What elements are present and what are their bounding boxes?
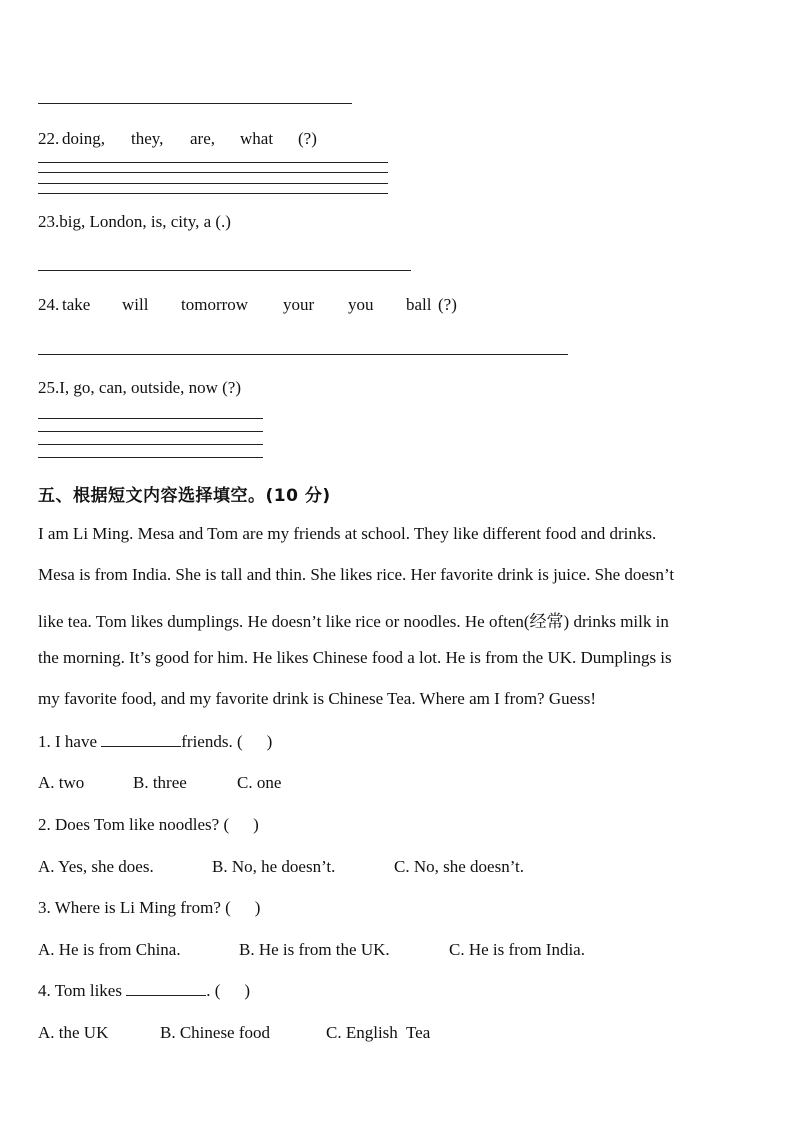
question-1-stem bbox=[38, 732, 272, 752]
q24-word: tomorrow bbox=[181, 295, 249, 314]
question-4-option-c[interactable]: C. English Tea bbox=[326, 1023, 431, 1042]
question-1-close-paren: ) bbox=[266, 732, 273, 751]
question-3-text: 3. Where is Li Ming from? ( bbox=[38, 898, 231, 917]
question-2-text: 2. Does Tom like noodles? ( bbox=[38, 815, 230, 834]
answer-line-25[interactable] bbox=[38, 457, 263, 458]
question-4-text-after: . ( bbox=[206, 981, 221, 1000]
question-4-text-before: 4. Tom likes bbox=[38, 981, 127, 1000]
answer-line-25[interactable] bbox=[38, 418, 263, 419]
q24-word: ball bbox=[406, 295, 432, 314]
question-4-stem bbox=[38, 981, 250, 1001]
section-five-heading: 五、根据短文内容选择填空。(10 分) bbox=[38, 486, 331, 506]
passage-line: Mesa is from India. She is tall and thin. She likes rice. Her favorite drink is juice. She doesn’t bbox=[38, 565, 675, 584]
q22-word: they, bbox=[131, 129, 164, 148]
q22-number: 22. bbox=[38, 129, 60, 148]
question-2-option-c[interactable]: C. No, she doesn’t. bbox=[394, 857, 525, 876]
question-1-option-b[interactable]: B. three bbox=[133, 773, 187, 792]
answer-line-24[interactable] bbox=[38, 354, 568, 355]
q22-word: doing, bbox=[62, 129, 105, 148]
question-3-option-c[interactable]: C. He is from India. bbox=[449, 940, 585, 959]
answer-line-25[interactable] bbox=[38, 444, 263, 445]
question-3-stem bbox=[38, 898, 260, 918]
passage-line: the morning. It’s good for him. He likes Chinese food a lot. He is from the UK. Dumplings is bbox=[38, 648, 672, 667]
question-1-blank[interactable] bbox=[101, 732, 181, 747]
question-4-blank[interactable] bbox=[126, 981, 206, 996]
q25-line bbox=[38, 378, 241, 398]
question-2-option-b[interactable]: B. No, he doesn’t. bbox=[212, 857, 336, 876]
q23-line bbox=[38, 212, 231, 232]
question-1-text-before: 1. I have bbox=[38, 732, 102, 751]
question-1-text-after: friends. ( bbox=[181, 732, 243, 751]
q23-number: 23. bbox=[38, 212, 60, 231]
question-1-option-c[interactable]: C. one bbox=[237, 773, 282, 792]
answer-line-22[interactable] bbox=[38, 162, 388, 163]
question-2-close-paren: ) bbox=[253, 815, 259, 834]
answer-line-25[interactable] bbox=[38, 431, 263, 432]
question-4-option-a[interactable]: A. the UK bbox=[38, 1023, 109, 1042]
question-1-option-a[interactable]: A. two bbox=[38, 773, 85, 792]
question-4-close-paren: ) bbox=[244, 981, 251, 1000]
q23-text: big, London, is, city, a (.) bbox=[59, 212, 231, 231]
q24-word: take bbox=[62, 295, 91, 314]
q24-word: (?) bbox=[438, 295, 457, 314]
q25-number: 25. bbox=[38, 378, 60, 397]
answer-line-21[interactable] bbox=[38, 103, 352, 104]
passage-line: my favorite food, and my favorite drink is Chinese Tea. Where am I from? Guess! bbox=[38, 689, 597, 708]
q24-word: you bbox=[348, 295, 374, 314]
q24-word: your bbox=[283, 295, 315, 314]
question-3-option-b[interactable]: B. He is from the UK. bbox=[239, 940, 390, 959]
q22-word: what bbox=[240, 129, 274, 148]
q24-word: will bbox=[122, 295, 149, 314]
question-3-option-a[interactable]: A. He is from China. bbox=[38, 940, 181, 959]
question-2-stem bbox=[38, 815, 259, 835]
passage-line: I am Li Ming. Mesa and Tom are my friends at school. They like different food and drinks. bbox=[38, 524, 657, 543]
answer-line-22[interactable] bbox=[38, 183, 388, 184]
answer-line-22[interactable] bbox=[38, 172, 388, 173]
q22-word: are, bbox=[190, 129, 216, 148]
question-4-option-b[interactable]: B. Chinese food bbox=[160, 1023, 271, 1042]
q24-number: 24. bbox=[38, 295, 60, 314]
question-3-close-paren: ) bbox=[254, 898, 261, 917]
answer-line-22[interactable] bbox=[38, 193, 388, 194]
passage-line: like tea. Tom likes dumplings. He doesn’t like rice or noodles. He often(经常) drinks milk in bbox=[38, 612, 669, 631]
q22-word: (?) bbox=[298, 129, 317, 148]
q25-text: I, go, can, outside, now (?) bbox=[59, 378, 242, 397]
answer-line-23[interactable] bbox=[38, 270, 411, 271]
question-2-option-a[interactable]: A. Yes, she does. bbox=[38, 857, 154, 876]
